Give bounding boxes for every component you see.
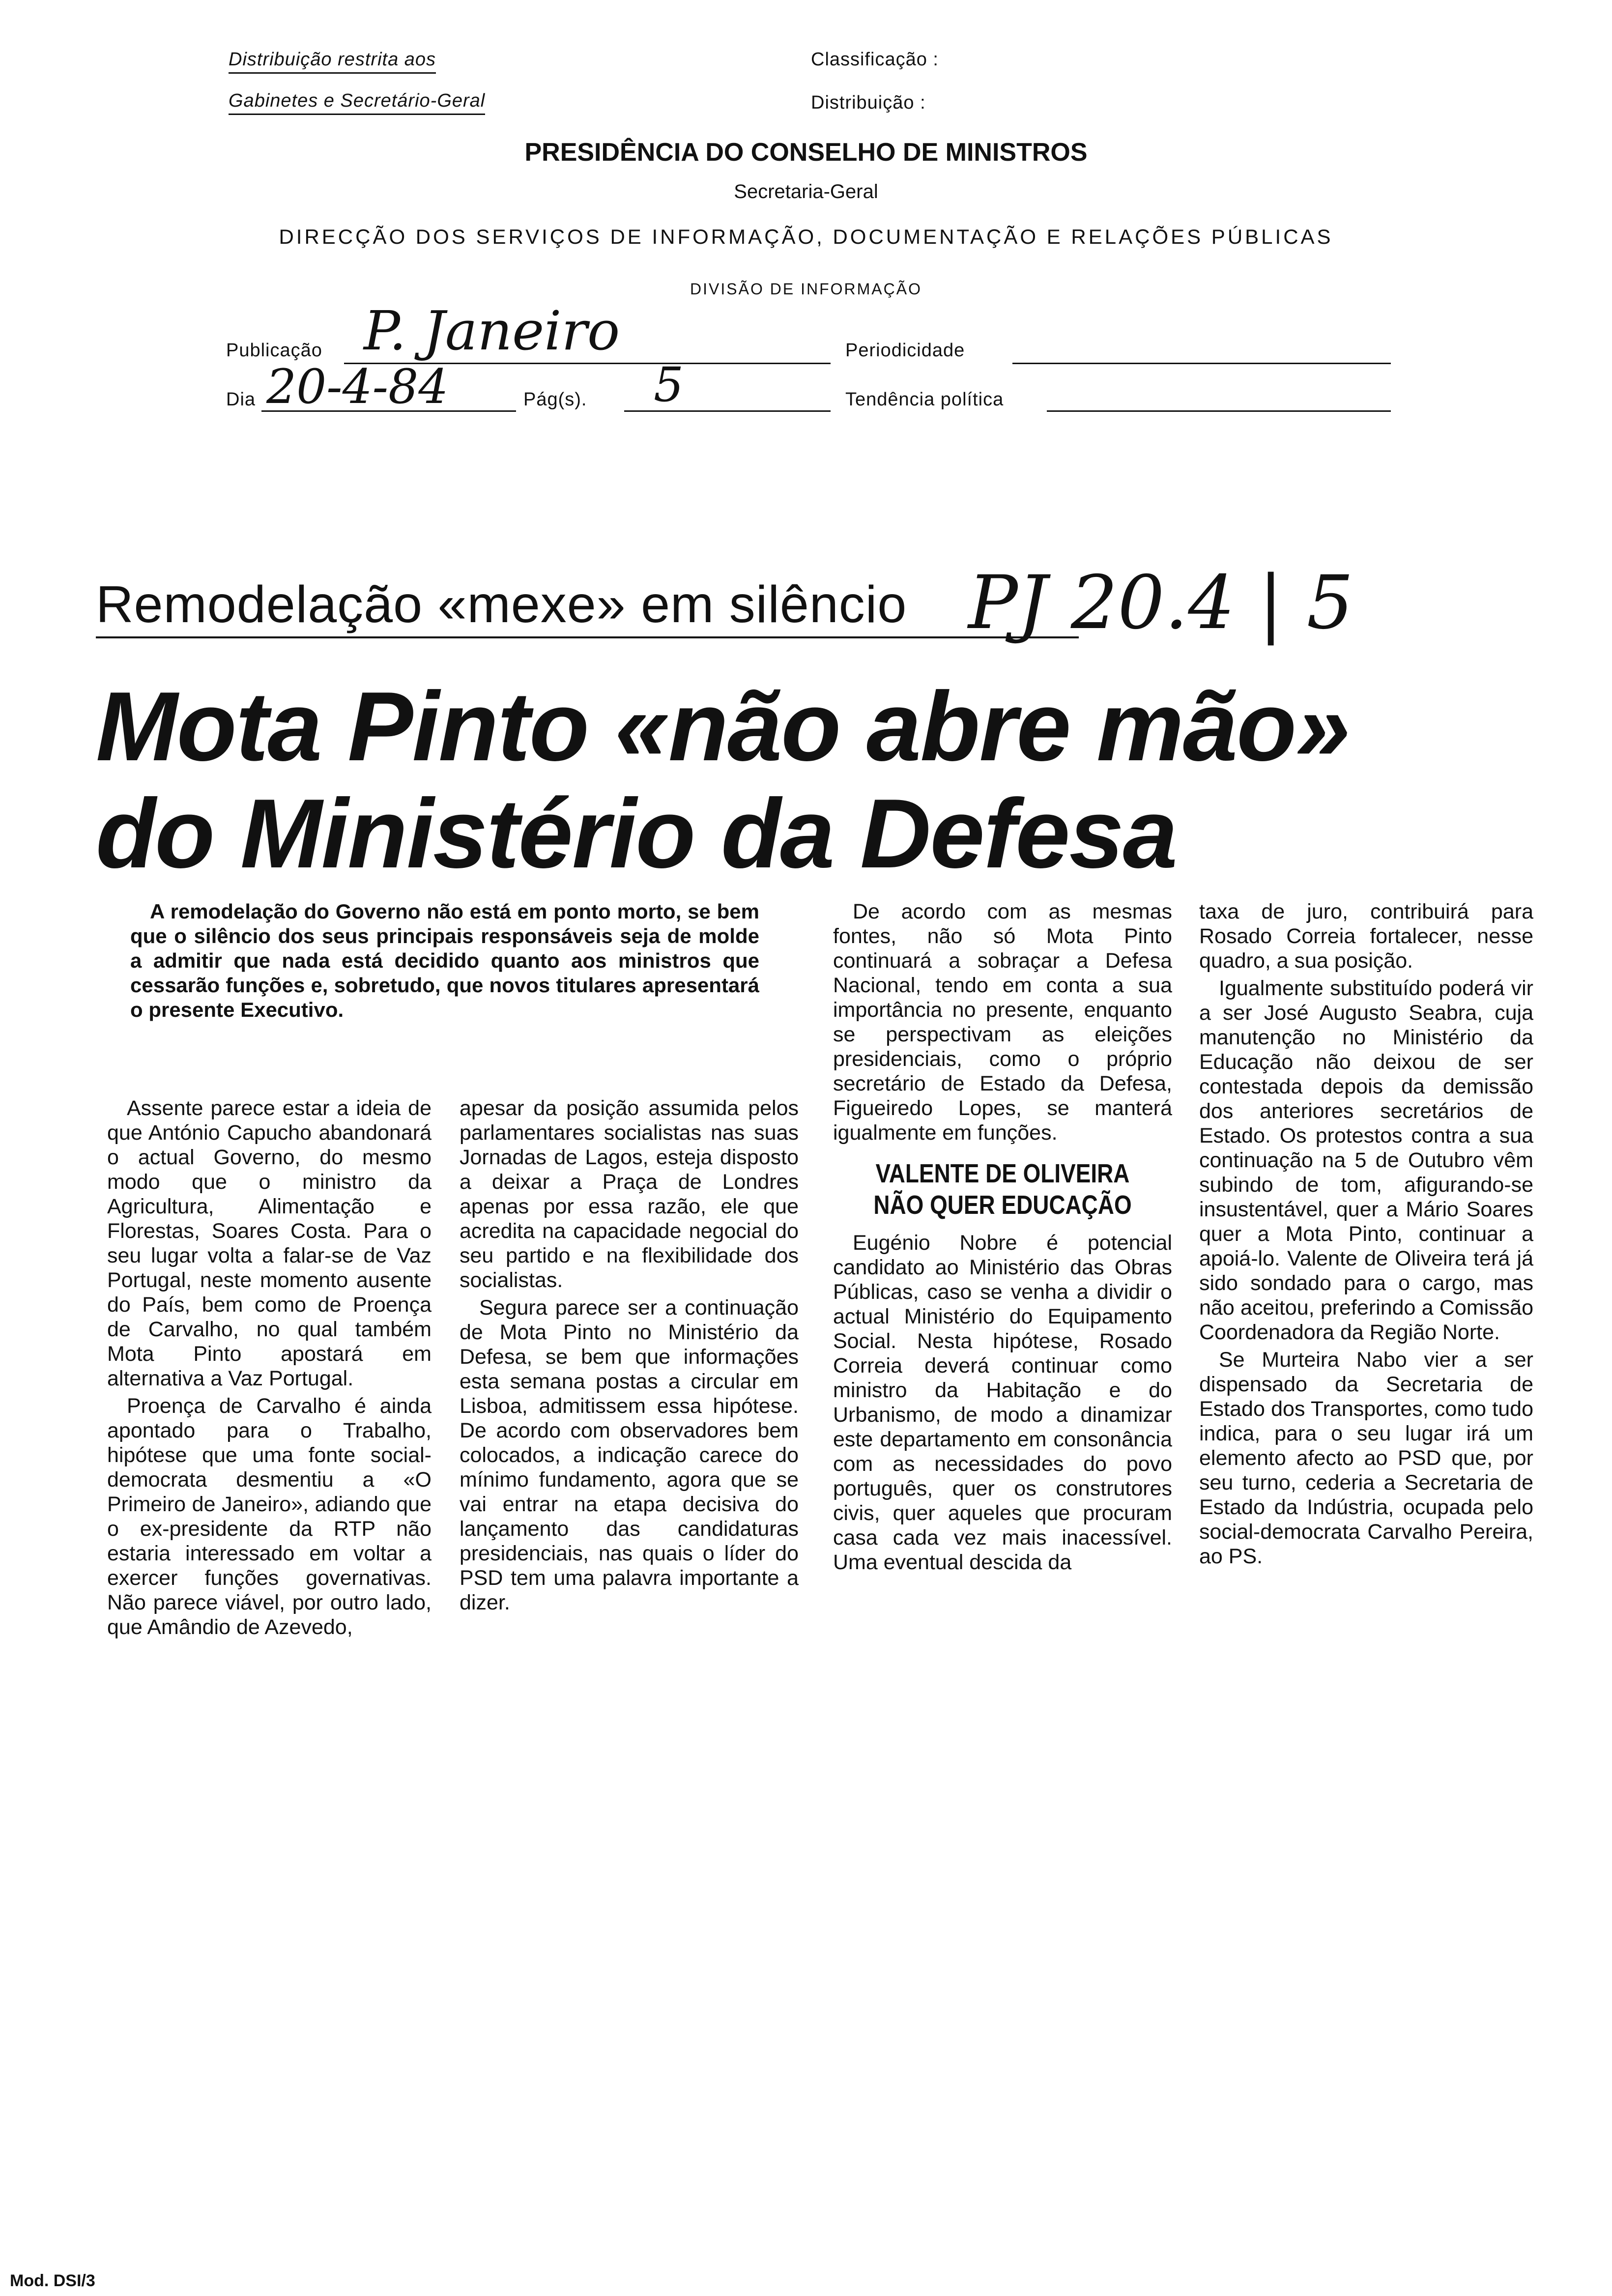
pags-field <box>624 357 831 412</box>
article-lead: A remodelação do Governo não está em ponto morto, se bem que o silêncio dos seus principais responsáveis seja de molde a admitir que nada está decidido quanto aos ministros que cessarão funções e, sobretudo, que novos titulares apresentará o presente Executivo. <box>130 900 759 1021</box>
col4-paragraph-1: taxa de juro, contribuirá para Rosado Correia fortalecer, nesse quadro, a sua posição. <box>1199 900 1533 973</box>
kicker-rule <box>96 636 1079 638</box>
distribuicao-label: Distribuição : <box>811 92 926 113</box>
divisao-informacao: DIVISÃO DE INFORMAÇÃO <box>690 280 922 298</box>
article-kicker <box>96 575 907 634</box>
col2-paragraph-1: apesar da posição assumida pelos parlamentares socialistas nas suas Jornadas de Lagos, esteja disposto a deixar a Praça de Londres apenas por essa razão, ele que acredita na capacidade negocial do seu partido e na flexibilidade dos socialistas. <box>460 1096 799 1292</box>
distribution-line-2: Gabinetes e Secretário-Geral <box>229 90 485 115</box>
tendencia-label: Tendência política <box>845 389 1004 410</box>
publicacao-value: P. Janeiro <box>364 299 620 362</box>
article-headline <box>96 673 1546 888</box>
distribution-restricted <box>229 49 485 115</box>
dia-field <box>261 359 516 414</box>
secretaria-geral: Secretaria-Geral <box>734 181 878 202</box>
kicker-text: Remodelação «mexe» em silêncio <box>96 575 907 633</box>
presidencia-title: PRESIDÊNCIA DO CONSELHO DE MINISTROS <box>524 138 1088 167</box>
col3-paragraph-2: Eugénio Nobre é potencial candidato ao Ministério das Obras Públicas, caso se venha a dividir o actual Ministério do Equipamento Social. Nesta hipótese, Rosado Correia deverá continuar como ministro da Habitação e do Urbanismo, de modo a dinamizar este departamento em consonância com as necessidades do povo português, quer os construtores civis, quer aqueles que procuram casa cada vez mais inacessível. Uma eventual descida da <box>833 1231 1172 1574</box>
col3-subhead <box>859 1158 1147 1221</box>
classificacao-label: Classificação : <box>811 49 939 70</box>
column-3 <box>833 899 1172 1578</box>
col2-paragraph-2: Segura parece ser a continuação de Mota Pinto no Ministério da Defesa, se bem que informações esta semana postas a circular em Lisboa, admitissem essa hipótese. De acordo com observadores bem colocados, a indicação carece do mínimo fundamento, agora que se vai entrar na etapa decisiva do lançamento das candidaturas presidenciais, nas quais o líder do PSD tem uma palavra importante a dizer. <box>460 1296 799 1614</box>
headline-line-1: Mota Pinto «não abre mão» <box>96 672 1350 781</box>
column-1 <box>107 1096 432 1642</box>
col4-paragraph-2: Igualmente substituído poderá vir a ser José Augusto Seabra, cuja manutenção no Ministério da Educação não deixou de ser contestada depois da demissão dos anteriores secretários de Estado. Os protestos contra a sua continuação na 5 de Outubro vêm subindo de tom, afigurando-se insustentável, quer a Mário Soares quer a Mota Pinto, continuar a apoiá-lo. Valente de Oliveira terá já sido sondado para o cargo, mas não aceitou, preferindo a Comissão Coordenadora da Região Norte. <box>1199 976 1533 1344</box>
col1-paragraph-2: Proença de Carvalho é ainda apontado para o Trabalho, hipótese que uma fonte social-democrata desmentiu a «O Primeiro de Janeiro», adiando que o ex-presidente da RTP não estaria interessado em voltar a exercer funções governativas. Não parece viável, por outro lado, que Amândio de Azevedo, <box>107 1394 432 1639</box>
pags-label: Pág(s). <box>523 389 587 410</box>
tendencia-field <box>1047 381 1391 412</box>
direccao-servicos: DIRECÇÃO DOS SERVIÇOS DE INFORMAÇÃO, DOCUMENTAÇÃO E RELAÇÕES PÚBLICAS <box>279 225 1333 248</box>
column-2 <box>460 1096 799 1618</box>
periodicidade-field <box>1012 333 1391 364</box>
publicacao-label: Publicação <box>226 340 322 361</box>
pags-value: 5 <box>654 357 684 412</box>
col3-paragraph-1: De acordo com as mesmas fontes, não só Mota Pinto continuará a sobraçar a Defesa Nacional, tendo em conta a sua importância no presente, enquanto se perspectivam as eleições presidenciais, como o próprio secretário de Estado da Defesa, Figueiredo Lopes, se manterá igualmente em funções. <box>833 900 1172 1145</box>
dia-label: Dia <box>226 389 256 410</box>
subhead-line-1: VALENTE DE OLIVEIRA <box>875 1159 1130 1188</box>
form-model-code: Mod. DSI/3 <box>10 2271 95 2290</box>
dia-value: 20-4-84 <box>266 359 449 414</box>
distribution-line-1: Distribuição restrita aos <box>229 49 436 74</box>
subhead-line-2: NÃO QUER EDUCAÇÃO <box>873 1190 1132 1220</box>
handwritten-mark: PJ 20.4 | 5 <box>968 560 1354 646</box>
headline-line-2: do Ministério da Defesa <box>96 779 1177 889</box>
column-4 <box>1199 899 1533 1572</box>
col4-paragraph-3: Se Murteira Nabo vier a ser dispensado da Secretaria de Estado dos Transportes, como tudo indica, para o seu lugar irá um elemento afecto ao PSD que, por seu turno, cederia a Secretaria de Estado da Indústria, ocupada pelo social-democrata Carvalho Pereira, ao PS. <box>1199 1348 1533 1568</box>
periodicidade-label: Periodicidade <box>845 340 965 361</box>
col1-paragraph-1: Assente parece estar a ideia de que António Capucho abandonará o actual Governo, do mesmo modo que o ministro da Agricultura, Alimentação e Florestas, Soares Costa. Para o seu lugar volta a falar-se de Vaz Portugal, neste momento ausente do País, bem como de Proença de Carvalho, no qual também Mota Pinto apostará em alternativa a Vaz Portugal. <box>107 1096 432 1390</box>
